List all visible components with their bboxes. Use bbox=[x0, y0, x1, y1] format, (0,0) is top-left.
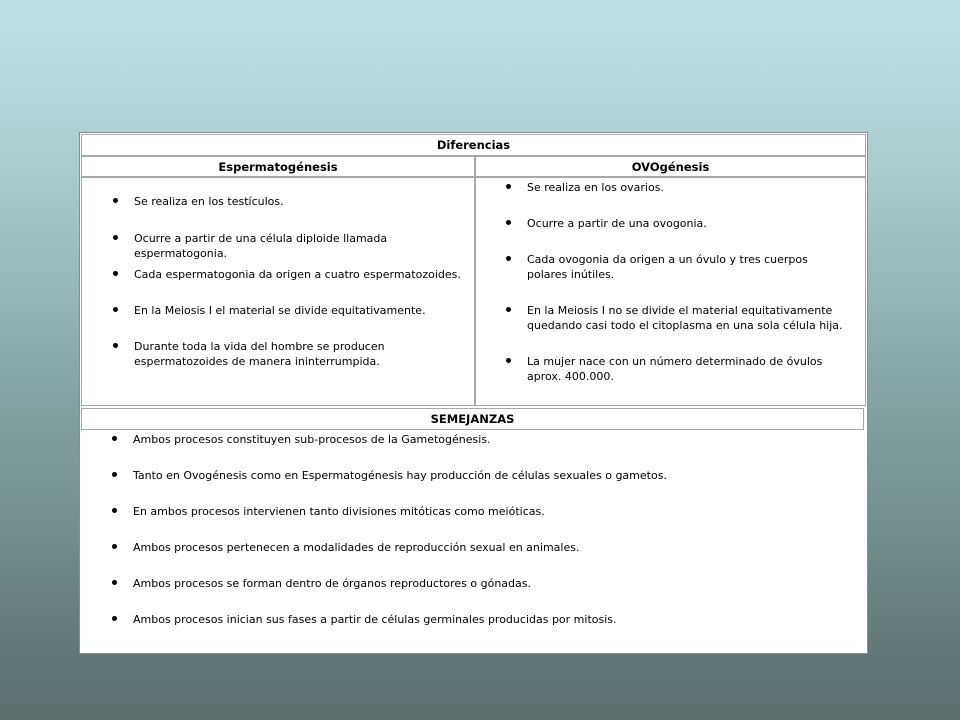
bullet-icon bbox=[112, 436, 117, 441]
list-item-text: Ocurre a partir de una ovogonia. bbox=[527, 217, 707, 230]
list-item bbox=[113, 194, 463, 209]
list-item bbox=[112, 576, 852, 591]
list-item bbox=[113, 231, 463, 261]
list-item-text: La mujer nace con un número determinado de óvulos aprox. 400.000. bbox=[527, 355, 823, 383]
list-item bbox=[113, 267, 463, 282]
comparison-table bbox=[79, 132, 868, 654]
list-item bbox=[506, 180, 851, 195]
ovo-cell bbox=[475, 177, 866, 406]
bullet-icon bbox=[506, 220, 511, 225]
list-item-text: Tanto en Ovogénesis como en Espermatogénesis hay producción de células sexuales o gametos. bbox=[133, 469, 667, 482]
list-item-text: En la Meiosis I el material se divide equitativamente. bbox=[134, 304, 426, 317]
list-item bbox=[112, 504, 852, 519]
bullet-icon bbox=[112, 616, 117, 621]
list-item bbox=[112, 468, 852, 483]
bullet-icon bbox=[113, 235, 118, 240]
bullet-icon bbox=[112, 472, 117, 477]
ovo-header bbox=[475, 156, 866, 177]
list-item bbox=[112, 612, 852, 627]
bullet-icon bbox=[113, 271, 118, 276]
table-title bbox=[81, 134, 866, 156]
semejanzas-header-text: SEMEJANZAS bbox=[430, 412, 515, 426]
list-item-text: Se realiza en los testículos. bbox=[134, 195, 284, 208]
list-item-text: Ambos procesos pertenecen a modalidades de reproducción sexual en animales. bbox=[133, 541, 580, 554]
list-item-text: Durante toda la vida del hombre se producen espermatozoides de manera ininterrumpida. bbox=[134, 340, 385, 368]
bullet-icon bbox=[113, 343, 118, 348]
bullet-icon bbox=[112, 508, 117, 513]
list-item-text: En ambos procesos intervienen tanto divisiones mitóticas como meióticas. bbox=[133, 505, 545, 518]
list-item bbox=[506, 303, 851, 333]
bullet-icon bbox=[112, 580, 117, 585]
bullet-icon bbox=[113, 307, 118, 312]
semejanzas-cell bbox=[81, 430, 864, 650]
list-item-text: Ocurre a partir de una célula diploide llamada espermatogonia. bbox=[134, 232, 388, 260]
bullet-icon bbox=[506, 184, 511, 189]
list-item bbox=[112, 540, 852, 555]
list-item-text: Se realiza en los ovarios. bbox=[527, 181, 664, 194]
list-item bbox=[112, 432, 852, 447]
list-item-text: Ambos procesos se forman dentro de órganos reproductores o gónadas. bbox=[133, 577, 531, 590]
list-item bbox=[506, 216, 851, 231]
esperma-header-text: Espermatogénesis bbox=[218, 160, 338, 174]
list-item-text: En la Meiosis I no se divide el material equitativamente quedando casi todo el citoplasma en una sola célula hija. bbox=[527, 304, 843, 332]
list-item-text: Cada ovogonia da origen a un óvulo y tres cuerpos polares inútiles. bbox=[527, 253, 808, 281]
bullet-icon bbox=[113, 198, 118, 203]
bullet-icon bbox=[112, 544, 117, 549]
bullet-icon bbox=[506, 358, 511, 363]
ovo-header-text: OVOgénesis bbox=[631, 160, 710, 174]
list-item-text: Ambos procesos constituyen sub-procesos de la Gametogénesis. bbox=[133, 433, 491, 446]
list-item-text: Ambos procesos inician sus fases a partir de células germinales producidas por mitosis. bbox=[133, 613, 617, 626]
list-item bbox=[113, 303, 463, 318]
esperma-cell bbox=[81, 177, 475, 406]
list-item-text: Cada espermatogonia da origen a cuatro espermatozoides. bbox=[134, 268, 461, 281]
bullet-icon bbox=[506, 256, 511, 261]
bullet-icon bbox=[506, 307, 511, 312]
list-item bbox=[506, 354, 851, 384]
list-item bbox=[506, 252, 851, 282]
semejanzas-header bbox=[81, 408, 864, 430]
table-title-text: Diferencias bbox=[436, 138, 511, 152]
list-item bbox=[113, 339, 458, 369]
esperma-header bbox=[81, 156, 475, 177]
